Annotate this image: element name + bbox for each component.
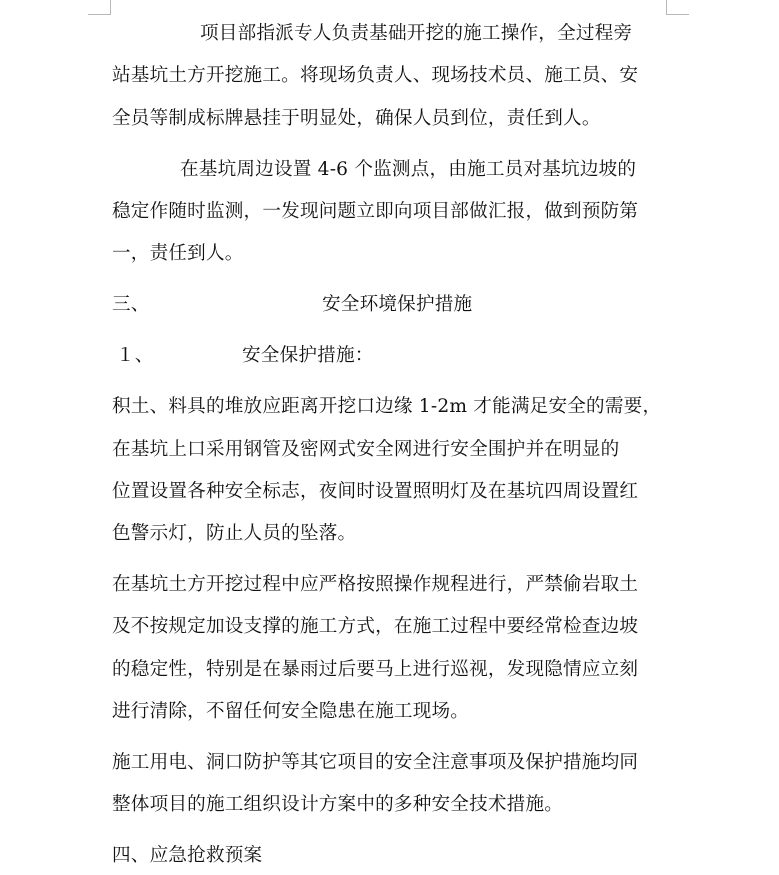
paragraph-3-line-1: 积土、料具的堆放应距离开挖口边缘 1-2m 才能满足安全的需要， — [112, 396, 662, 417]
paragraph-4-line-1: 在基坑土方开挖过程中应严格按照操作规程进行，严禁偷岩取土 — [112, 574, 639, 595]
section-4-heading: 四、应急抢救预案 — [112, 845, 263, 866]
paragraph-2-line-2: 稳定作随时监测，一发现问题立即向项目部做汇报，做到预防第 — [112, 201, 639, 222]
paragraph-4-line-3: 的稳定性，特别是在暴雨过后要马上进行巡视，发现隐情应立刻 — [112, 659, 639, 680]
paragraph-3-line-2: 在基坑上口采用钢管及密网式安全网进行安全围护并在明显的 — [112, 439, 620, 460]
subsection-1-title: 安全保护措施： — [242, 345, 374, 366]
paragraph-4-line-4: 进行清除，不留任何安全隐患在施工现场。 — [112, 701, 470, 722]
paragraph-1-line-3: 全员等制成标牌悬挂于明显处，确保人员到位，责任到人。 — [112, 108, 601, 129]
crop-mark-top-left — [88, 0, 111, 15]
paragraph-3-line-3: 位置设置各种安全标志，夜间时设置照明灯及在基坑四周设置红 — [112, 481, 639, 502]
subsection-1-number: １、 — [116, 345, 154, 366]
paragraph-2-line-3: 一，责任到人。 — [112, 243, 244, 264]
paragraph-1-line-2: 站基坑土方开挖施工。将现场负责人、现场技术员、施工员、安 — [112, 65, 639, 86]
paragraph-2-line-1: 在基坑周边设置 4-6 个监测点，由施工员对基坑边坡的 — [180, 159, 637, 180]
paragraph-4-line-2: 及不按规定加设支撑的施工方式，在施工过程中要经常检查边坡 — [112, 616, 639, 637]
paragraph-3-line-4: 色警示灯，防止人员的坠落。 — [112, 523, 357, 544]
crop-mark-top-right — [666, 0, 689, 15]
paragraph-5-line-2: 整体项目的施工组织设计方案中的多种安全技术措施。 — [112, 794, 564, 815]
paragraph-5-line-1: 施工用电、洞口防护等其它项目的安全注意事项及保护措施均同 — [112, 752, 639, 773]
section-3-number: 三、 — [112, 294, 150, 315]
paragraph-1-line-1: 项目部指派专人负责基础开挖的施工操作，全过程旁 — [200, 23, 633, 44]
section-3-title: 安全环境保护措施 — [322, 294, 473, 315]
